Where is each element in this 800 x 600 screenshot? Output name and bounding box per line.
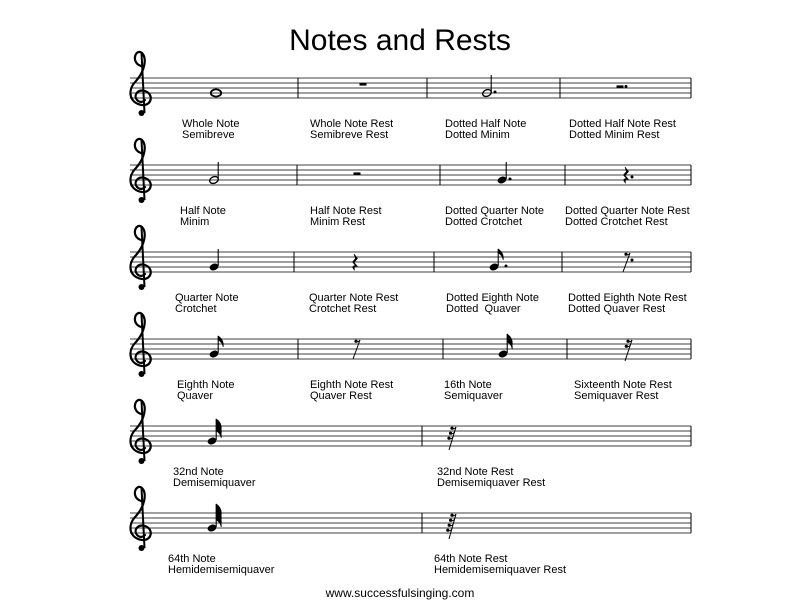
- treble-clef-icon: [130, 313, 150, 377]
- symbol-name: Whole Note Rest: [310, 118, 394, 130]
- page-title: Notes and Rests: [289, 24, 511, 57]
- symbol-label: [565, 206, 690, 228]
- staff-4: [130, 313, 691, 377]
- symbol-name: Quarter Note: [175, 292, 239, 304]
- symbol-name: 64th Note Rest: [434, 553, 508, 565]
- symbol-label: [309, 293, 398, 315]
- symbol-alt-name: Demisemiquaver Rest: [437, 477, 546, 489]
- symbol-alt-name: Crotchet: [175, 303, 217, 315]
- symbol-name: Dotted Quarter Note Rest: [565, 205, 690, 217]
- symbol-label: [437, 467, 545, 489]
- symbol-alt-name: Dotted Crotchet: [445, 216, 523, 228]
- symbol-alt-name: Semiquaver Rest: [574, 390, 659, 402]
- thirty-second-rest-icon: [447, 427, 456, 450]
- treble-clef-icon: [130, 226, 150, 290]
- symbol-label: [434, 554, 566, 576]
- symbol-label: [569, 119, 676, 141]
- symbol-name: Dotted Eighth Note: [446, 292, 539, 304]
- dotted-quarter-note-icon: [497, 162, 512, 185]
- symbol-label: [310, 380, 393, 402]
- symbol-label: [173, 467, 256, 489]
- symbol-alt-name: Dotted Crotchet Rest: [565, 216, 668, 228]
- sixteenth-rest-icon: [625, 340, 632, 361]
- staff-6: [130, 487, 691, 551]
- treble-clef-icon: [130, 139, 150, 203]
- symbol-alt-name: Dotted Minim Rest: [569, 129, 660, 141]
- symbol-name: Quarter Note Rest: [309, 292, 399, 304]
- symbol-name: Eighth Note: [177, 379, 235, 391]
- symbol-name: 32nd Note: [173, 466, 224, 478]
- symbol-name: Half Note: [180, 205, 226, 217]
- symbol-alt-name: Minim: [180, 216, 210, 228]
- symbol-label: [177, 380, 234, 402]
- symbol-name: 16th Note: [444, 379, 492, 391]
- symbol-label: [444, 380, 503, 402]
- symbol-label: [445, 206, 544, 228]
- symbol-label: [568, 293, 687, 315]
- dotted-eighth-note-icon: [489, 249, 508, 272]
- symbol-alt-name: Semiquaver: [444, 390, 503, 402]
- symbol-alt-name: Crotchet Rest: [309, 303, 377, 315]
- symbol-alt-name: Dotted Minim: [445, 129, 510, 141]
- symbol-label: [574, 380, 672, 402]
- sixteenth-note-icon: [498, 334, 513, 359]
- symbol-alt-name: Quaver: [177, 390, 214, 402]
- symbol-alt-name: Demisemiquaver: [173, 477, 256, 489]
- symbol-alt-name: Quaver Rest: [310, 390, 372, 402]
- symbol-name: Half Note Rest: [310, 205, 382, 217]
- staff-1: [130, 52, 691, 116]
- symbol-label: [446, 293, 539, 315]
- symbol-alt-name: Dotted Quaver Rest: [568, 303, 666, 315]
- symbol-label: [310, 119, 393, 141]
- eighth-note-icon: [209, 336, 224, 359]
- treble-clef-icon: [130, 487, 150, 551]
- symbol-name: Dotted Half Note: [445, 118, 527, 130]
- symbol-label: [182, 119, 239, 141]
- thirty-second-note-icon: [207, 419, 222, 446]
- staff-5: [130, 400, 691, 464]
- treble-clef-icon: [130, 400, 150, 464]
- sixty-fourth-rest-icon: [446, 514, 456, 539]
- symbol-name: Dotted Half Note Rest: [569, 118, 676, 130]
- symbol-alt-name: Semibreve Rest: [310, 129, 389, 141]
- symbol-name: Dotted Eighth Note Rest: [568, 292, 687, 304]
- half-rest-icon: [354, 172, 361, 175]
- treble-clef-icon: [130, 52, 150, 116]
- symbol-name: 32nd Note Rest: [437, 466, 514, 478]
- symbol-name: Eighth Note Rest: [310, 379, 394, 391]
- symbol-label: [175, 293, 239, 315]
- symbol-label: [310, 206, 382, 228]
- symbol-name: Whole Note: [182, 118, 240, 130]
- symbol-name: Dotted Quarter Note: [445, 205, 545, 217]
- staff-2: [130, 139, 691, 203]
- symbol-alt-name: Minim Rest: [310, 216, 366, 228]
- quarter-note-icon: [209, 249, 220, 272]
- symbol-label: [168, 554, 274, 576]
- footer-url: www.successfulsinging.com: [325, 586, 475, 600]
- symbol-name: 64th Note: [168, 553, 216, 565]
- symbol-alt-name: Hemidemisemiquaver: [168, 564, 275, 576]
- symbol-alt-name: Semibreve: [182, 129, 235, 141]
- staff-3: [130, 226, 691, 290]
- whole-rest-icon: [360, 83, 367, 86]
- symbol-alt-name: Dotted Quaver: [446, 303, 521, 315]
- symbol-name: Sixteenth Note Rest: [574, 379, 672, 391]
- dotted-half-rest-icon: [617, 85, 628, 88]
- symbol-alt-name: Hemidemisemiquaver Rest: [434, 564, 567, 576]
- symbol-label: [445, 119, 526, 141]
- symbol-label: [180, 206, 226, 228]
